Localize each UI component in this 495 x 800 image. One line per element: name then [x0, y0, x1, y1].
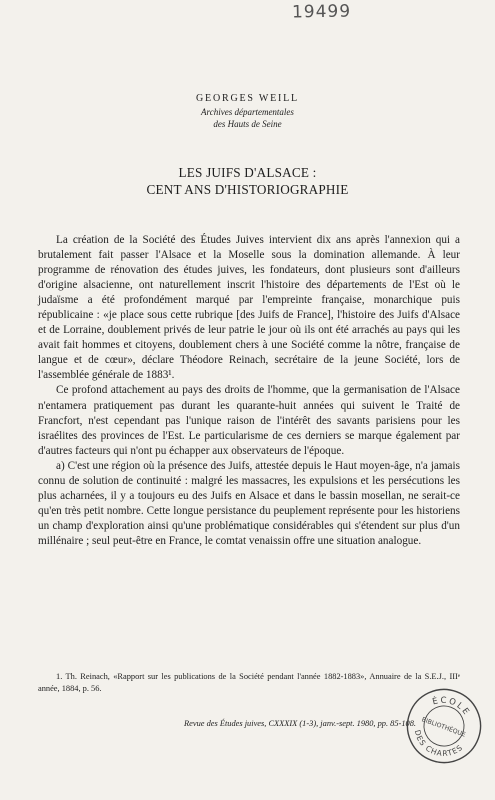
stamp-bottom-text: DES CHARTES — [412, 728, 465, 759]
journal-citation: Revue des Études juives, CXXXIX (1-3), janv.-sept. 1980, pp. 85-108. — [184, 719, 416, 728]
footnote-text: 1. Th. Reinach, «Rapport sur les publications de la Société pendant l'année 1882-1883», Annuaire de la S.E.J., IIIᵉ année, 1884, p. 56. — [38, 672, 460, 693]
stamp-top-text: ÉCOLE — [431, 695, 472, 719]
body-paragraph: Ce profond attachement au pays des droits de l'homme, que la germanisation de l'Alsace n'entamera pratiquement pas durant les quarante-huit années qui suivent le Traité de Francfort, n'est cependant pas l'unique raison de l'intérêt des savants parisiens pour les israélites des provinces de l'Est. Le particularisme de ces derniers se marque également par d'autres facteurs qui n'ont pu échapper aux observateurs de l'époque. — [38, 384, 460, 457]
footnote — [38, 671, 460, 695]
stamp-middle-text: BIBLIOTHÈQUE — [420, 716, 467, 739]
article-title — [0, 164, 495, 198]
affiliation-line: des Hauts de Seine — [213, 118, 282, 129]
title-line: LES JUIFS D'ALSACE : — [178, 165, 317, 180]
body-paragraph: La création de la Société des Études Juives intervient dix ans après l'annexion qui a brutalement fait passer l'Alsace et la Moselle sous la domination allemande. À leur programme de rénovation des études juives, les fondateurs, dont plusieurs sont d'ailleurs d'origine alsacienne, ont naturellement inscrit l'histoire des départements de l'Est où le judaïsme a été profondément marqué par l'empreinte française, monarchique puis républicaine : «je place sous cette rubrique [des Juifs de France], l'histoire des Juifs d'Alsace et de Lorraine, doublement privés de leur patrie le jour où ils ont été arrachés au pays qui les avait fait hommes et citoyens, doublement chers à une Société comme la nôtre, française de langue et de cœur», déclare Théodore Reinach, secrétaire de la jeune Société, lors de l'assemblée générale de 1883¹. — [38, 234, 460, 382]
handwritten-catalog-number: 19499 — [291, 1, 352, 23]
author-name: GEORGES WEILL — [196, 93, 299, 104]
body-paragraph: a) C'est une région où la présence des Juifs, attestée depuis le Haut moyen-âge, n'a jamais connu de solution de continuité : malgré les massacres, les expulsions et les persécutions les plus acharnées, il y a toujours eu des Juifs en Alsace et dans le bassin mosellan, ne serait-ce qu'en très petit nombre. Cette longue persistance du peuplement représente pour les historiens un champ d'exploration ainsi qu'une problématique considérables qui s'étendent sur plus d'un millénaire ; seul peut-être en France, le comtat venaissin offre une situation analogue. — [38, 459, 460, 547]
title-line: CENT ANS D'HISTORIOGRAPHIE — [146, 182, 349, 197]
author-affiliation — [0, 107, 495, 130]
affiliation-line: Archives départementales — [201, 107, 294, 117]
article-body — [38, 233, 460, 549]
library-stamp — [405, 687, 483, 765]
